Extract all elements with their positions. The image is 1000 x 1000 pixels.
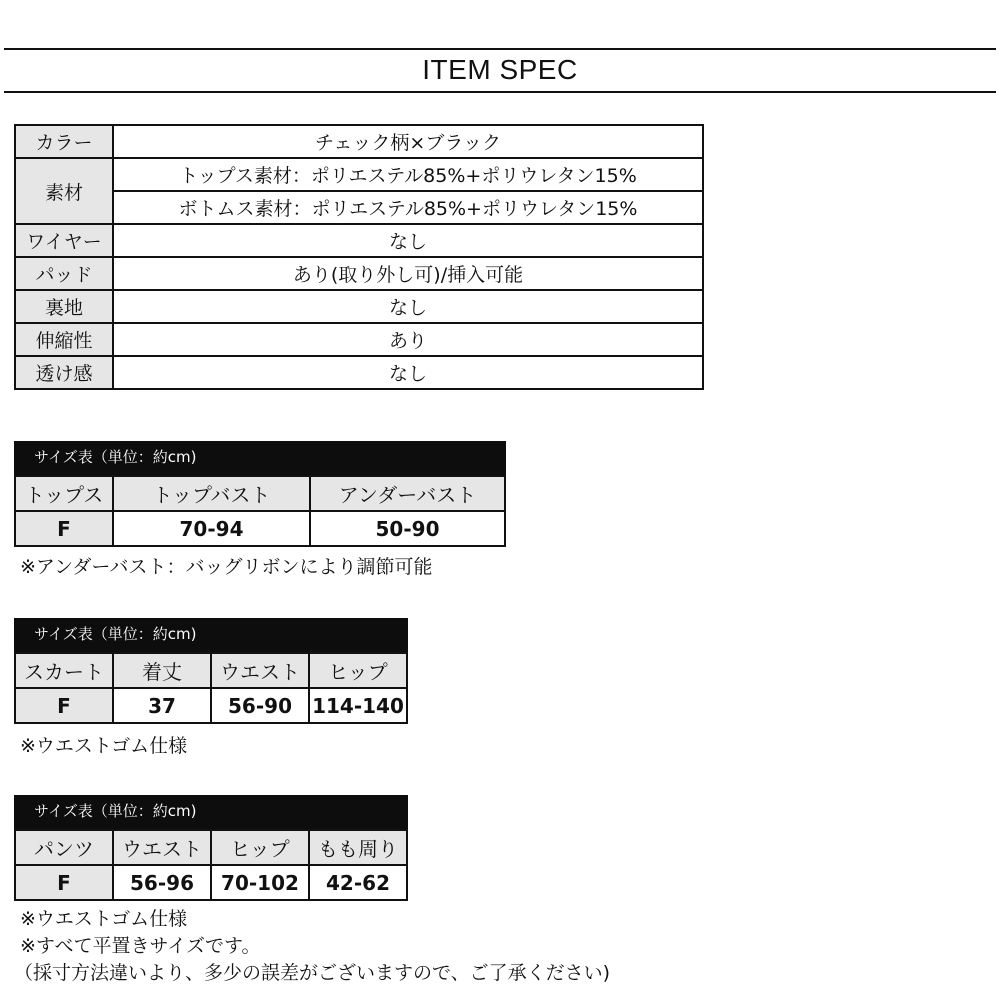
column-header: パンツ bbox=[15, 830, 113, 865]
size-cell: 56-90 bbox=[211, 688, 309, 723]
pants-size-table bbox=[14, 829, 408, 901]
spec-row-stretch bbox=[15, 323, 703, 356]
size-cell: F bbox=[15, 688, 113, 723]
pants-note-waist: ※ウエストゴム仕様 bbox=[20, 908, 188, 930]
spec-value: トップス素材：ポリエステル85%+ポリウレタン15% bbox=[113, 158, 703, 191]
skirt-size-header: サイズ表（単位：約cm) bbox=[14, 618, 408, 652]
pants-size-header: サイズ表（単位：約cm) bbox=[14, 795, 408, 829]
table-row bbox=[15, 688, 407, 723]
size-cell: 50-90 bbox=[310, 511, 505, 546]
table-row bbox=[15, 865, 407, 900]
page-title: ITEM SPEC bbox=[422, 54, 578, 85]
spec-row-wire bbox=[15, 224, 703, 257]
spec-label: パッド bbox=[15, 257, 113, 290]
column-header: ウエスト bbox=[211, 653, 309, 688]
spec-value: チェック柄×ブラック bbox=[113, 125, 703, 158]
spec-value: なし bbox=[113, 224, 703, 257]
column-header: ヒップ bbox=[309, 653, 407, 688]
spec-value: あり bbox=[113, 323, 703, 356]
tops-note: ※アンダーバスト：バッグリボンにより調節可能 bbox=[20, 556, 433, 578]
tops-size-header: サイズ表（単位：約cm) bbox=[14, 441, 506, 475]
table-row bbox=[15, 511, 505, 546]
size-cell: 56-96 bbox=[113, 865, 211, 900]
column-header: トップス bbox=[15, 476, 113, 511]
table-row bbox=[15, 830, 407, 865]
size-cell: F bbox=[15, 865, 113, 900]
size-cell: 70-102 bbox=[211, 865, 309, 900]
spec-row-sheer bbox=[15, 356, 703, 389]
spec-label: 伸縮性 bbox=[15, 323, 113, 356]
spec-label: ワイヤー bbox=[15, 224, 113, 257]
spec-table bbox=[14, 124, 704, 390]
size-cell: 114-140 bbox=[309, 688, 407, 723]
column-header: もも周り bbox=[309, 830, 407, 865]
table-row bbox=[15, 653, 407, 688]
column-header: ヒップ bbox=[211, 830, 309, 865]
spec-row-color bbox=[15, 125, 703, 158]
spec-row-material-bottoms bbox=[15, 191, 703, 224]
column-header: トップバスト bbox=[113, 476, 310, 511]
pants-note-flat: ※すべて平置きサイズです。 bbox=[20, 935, 261, 957]
tops-size-table bbox=[14, 475, 506, 547]
skirt-note: ※ウエストゴム仕様 bbox=[20, 735, 188, 757]
column-header: 着丈 bbox=[113, 653, 211, 688]
column-header: アンダーバスト bbox=[310, 476, 505, 511]
spec-row-lining bbox=[15, 290, 703, 323]
spec-label: 裏地 bbox=[15, 290, 113, 323]
table-row bbox=[15, 476, 505, 511]
size-cell: 37 bbox=[113, 688, 211, 723]
spec-label: 素材 bbox=[15, 158, 113, 224]
spec-value: なし bbox=[113, 290, 703, 323]
spec-row-material bbox=[15, 158, 703, 191]
size-cell: F bbox=[15, 511, 113, 546]
column-header: スカート bbox=[15, 653, 113, 688]
header-rule-top bbox=[4, 48, 996, 50]
column-header: ウエスト bbox=[113, 830, 211, 865]
spec-label: カラー bbox=[15, 125, 113, 158]
spec-value: ボトムス素材：ポリエステル85%+ポリウレタン15% bbox=[113, 191, 703, 224]
spec-row-pad bbox=[15, 257, 703, 290]
size-cell: 42-62 bbox=[309, 865, 407, 900]
spec-label: 透け感 bbox=[15, 356, 113, 389]
skirt-size-table bbox=[14, 652, 408, 724]
size-cell: 70-94 bbox=[113, 511, 310, 546]
spec-value: あり(取り外し可)/挿入可能 bbox=[113, 257, 703, 290]
pants-note-tolerance: （採寸方法違いより、多少の誤差がございますので、ご了承ください) bbox=[14, 962, 611, 984]
spec-value: なし bbox=[113, 356, 703, 389]
header-rule-bottom bbox=[4, 91, 996, 93]
